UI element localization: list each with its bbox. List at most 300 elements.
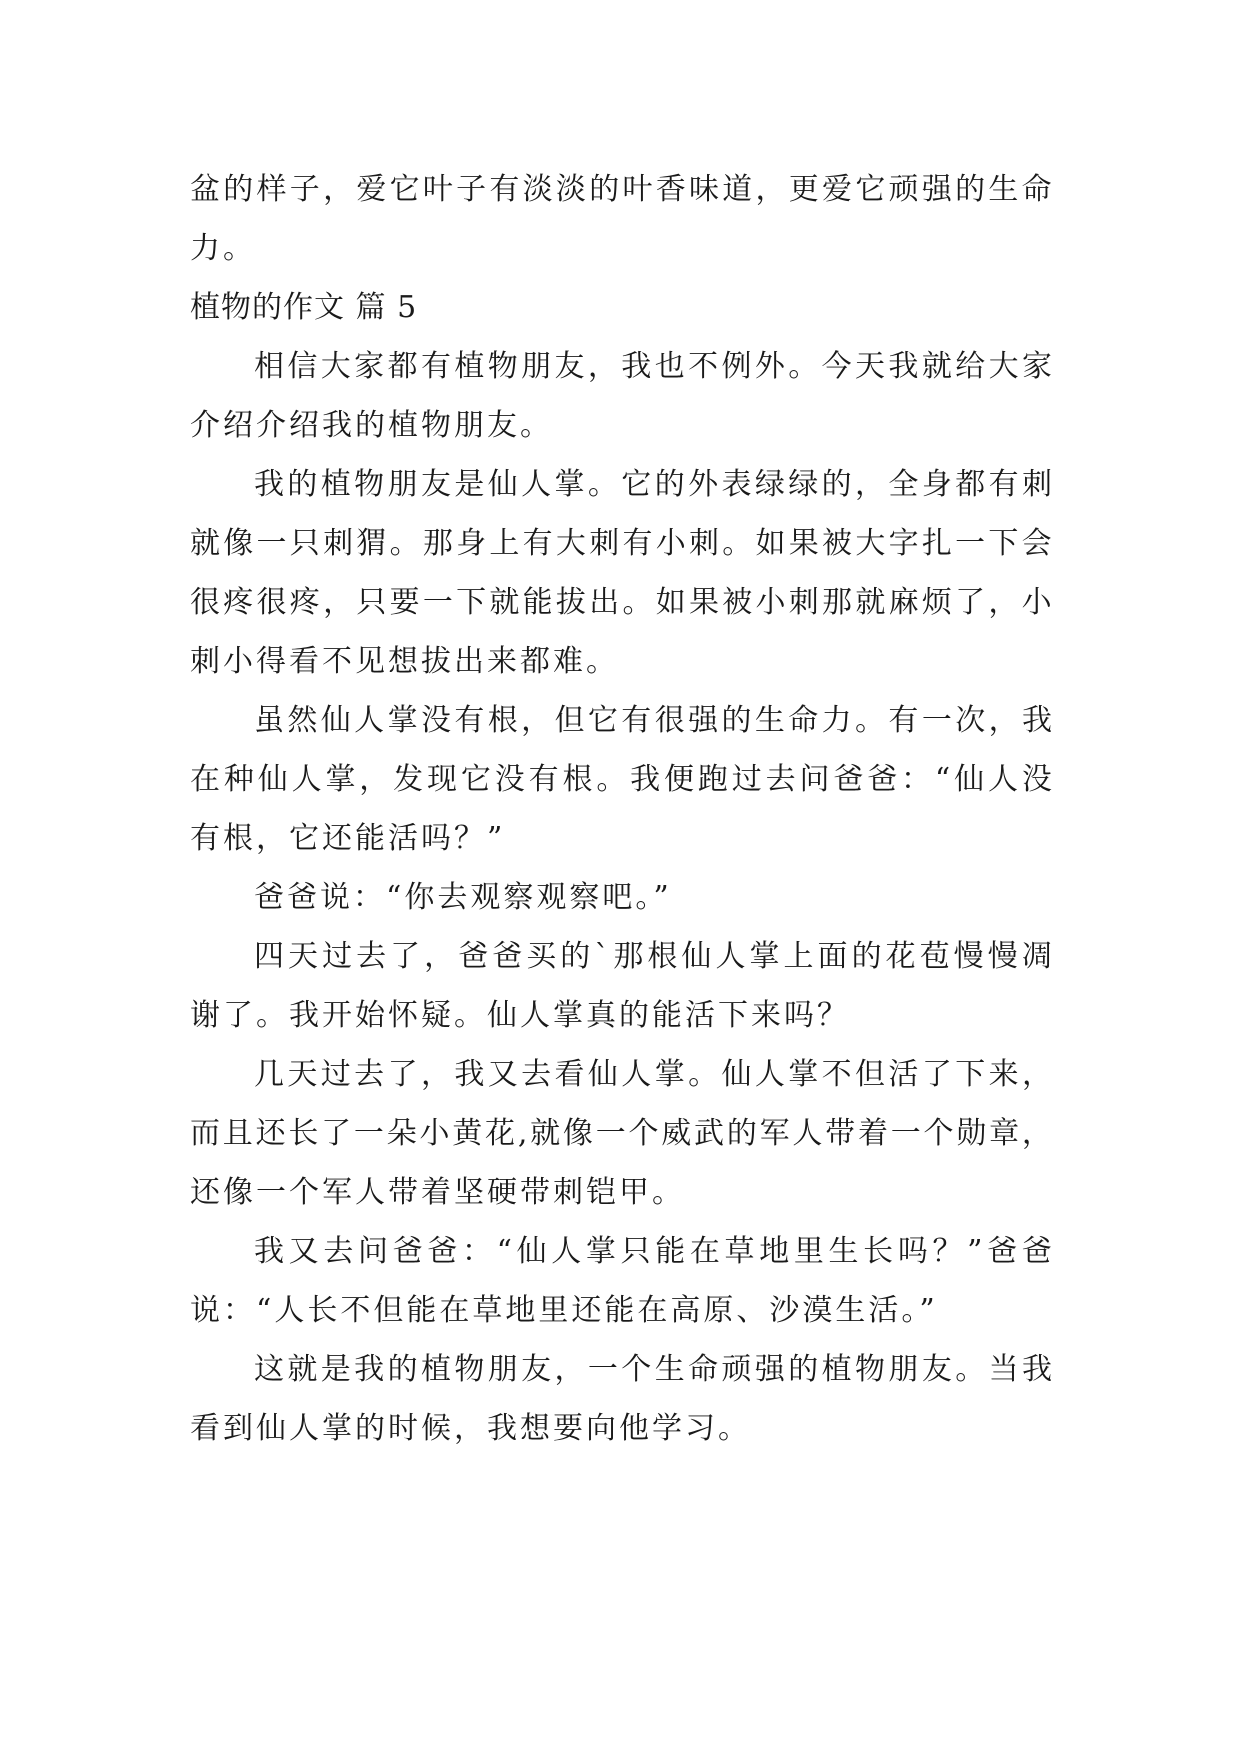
glyph: ： [461,1234,492,1269]
glyph: 有 [522,526,553,561]
glyph: 了 [955,585,986,620]
glyph: 大 [555,526,586,561]
text-line [190,160,1052,219]
glyph: 就 [287,1352,318,1387]
text-line: 还像一个军人带着坚硬带刺铠甲。 [190,1175,685,1210]
glyph: 香 [655,172,686,207]
glyph: 要 [389,585,420,620]
glyph: 的 [955,172,986,207]
glyph: 叶 [622,172,653,207]
glyph: 外 [754,349,785,384]
glyph: 。 [722,526,753,561]
glyph: 身 [921,467,952,502]
glyph: 家 [1021,349,1052,384]
glyph: 我 [630,762,661,797]
glyph: 友 [921,1352,952,1387]
glyph: 根 [487,703,518,738]
glyph: 大 [988,349,1019,384]
glyph: 植 [454,349,485,384]
glyph: 黄 [452,1116,483,1151]
glyph: 小 [419,1116,450,1151]
glyph: 四 [254,939,284,974]
glyph: 有 [988,467,1019,502]
glyph: 烦 [921,585,952,620]
text-line: 说：“人长不但能在草地里还能在高原、沙漠生活。” [190,1293,938,1328]
glyph: 它 [389,172,420,207]
glyph: ： [901,762,932,797]
glyph: 的 [223,172,254,207]
glyph: 全 [888,467,919,502]
glyph: 次 [955,703,986,738]
glyph: ， [554,1352,585,1387]
glyph: 物 [454,1352,485,1387]
text-line [190,1104,1052,1163]
glyph: 人 [987,762,1018,797]
glyph: 友 [554,349,585,384]
glyph: 一 [256,526,287,561]
glyph: 叶 [422,172,453,207]
glyph: 小 [755,585,786,620]
paragraph-first-line [190,337,1052,396]
glyph: 人 [621,1057,652,1092]
glyph: 没 [494,762,525,797]
glyph: 又 [487,1057,518,1092]
glyph: ， [855,467,886,502]
glyph: 没 [1021,762,1052,797]
glyph: 它 [460,762,491,797]
glyph: ？ [932,1234,963,1269]
glyph: 长 [863,1234,894,1269]
glyph: 相 [254,349,284,384]
glyph: ， [521,703,552,738]
glyph: 强 [688,703,719,738]
glyph: 发 [393,762,424,797]
glyph: 。 [587,467,618,502]
glyph: 的 [851,939,882,974]
glyph: 有 [489,172,520,207]
glyph: 去 [521,1057,552,1092]
glyph: 这 [254,1352,284,1387]
glyph: 人 [754,1057,785,1092]
glyph: 会 [1021,526,1052,561]
glyph: 种 [223,762,254,797]
glyph: 绿 [754,467,785,502]
glyph: 命 [688,1352,719,1387]
glyph: 且 [222,1116,253,1151]
glyph: 强 [921,172,952,207]
glyph: 着 [857,1116,888,1151]
glyph: 虽 [254,703,284,738]
glyph: 上 [783,939,814,974]
glyph: 刺 [323,526,354,561]
glyph: 植 [821,1352,852,1387]
glyph: 有 [621,703,652,738]
glyph: 一 [353,1116,384,1151]
glyph: 但 [855,1057,886,1092]
glyph: 天 [855,349,886,384]
glyph: 只 [289,526,320,561]
glyph: 爸 [458,939,489,974]
glyph: 都 [387,349,418,384]
glyph: 朋 [487,1352,518,1387]
glyph: 果 [688,585,719,620]
glyph: 的 [726,1116,757,1151]
paragraph-first-line [190,1045,1052,1104]
glyph: 顽 [721,1352,752,1387]
glyph: 生 [754,703,785,738]
glyph: 的 [387,1352,418,1387]
glyph: 小 [1021,585,1052,620]
glyph: 爸 [987,1234,1018,1269]
glyph: 就 [855,585,886,620]
glyph: ， [420,1057,451,1092]
glyph: 威 [661,1116,692,1151]
glyph: 掌 [585,1234,616,1269]
glyph: 掌 [788,1057,819,1092]
glyph: 我 [621,349,652,384]
paragraph-first-line: 爸爸说：“你去观察观察吧。” [254,880,672,915]
glyph: 那 [822,585,853,620]
glyph: 一 [422,585,453,620]
glyph: 在 [190,762,220,797]
glyph: 生 [988,172,1019,207]
glyph: 扎 [921,526,952,561]
glyph: 了 [921,1057,952,1092]
glyph: 能 [522,585,553,620]
glyph: 花 [485,1116,516,1151]
glyph: 仙 [721,1057,752,1092]
glyph: 来 [988,1057,1019,1092]
glyph: 人 [521,467,552,502]
glyph: “ [934,762,951,797]
glyph: 朋 [387,467,418,502]
glyph: 物 [487,349,518,384]
glyph: 麻 [888,585,919,620]
glyph: 能 [655,1234,686,1269]
glyph: 面 [817,939,848,974]
glyph: 掌 [749,939,780,974]
glyph: 样 [256,172,287,207]
glyph: 刺 [1021,467,1052,502]
glyph: 了 [390,939,421,974]
glyph: 带 [825,1116,856,1151]
glyph: ` [594,939,610,974]
paragraph-first-line [190,455,1052,514]
glyph: 顽 [888,172,919,207]
glyph: 都 [955,467,986,502]
glyph: 问 [799,762,830,797]
text-line: 看到仙人掌的时候，我想要向他学习。 [190,1411,751,1446]
glyph: 物 [855,1352,886,1387]
glyph: 的 [721,703,752,738]
paragraph-first-line [190,1340,1052,1399]
text-line: 刺小得看不见想拔出来都难。 [190,644,619,679]
glyph: 一 [587,1352,618,1387]
glyph: 子 [456,172,487,207]
glyph: 活 [888,1057,919,1092]
glyph: 掌 [654,1057,685,1092]
glyph: 还 [255,1116,286,1151]
glyph: 像 [562,1116,593,1151]
glyph: 是 [454,467,485,502]
glyph: 出 [589,585,620,620]
glyph: 而 [190,1116,220,1151]
glyph: 只 [356,585,387,620]
glyph: 。 [622,585,653,620]
glyph: 如 [655,585,686,620]
glyph: 猬 [356,526,387,561]
glyph: 但 [554,703,585,738]
glyph: 了 [387,1057,418,1092]
glyph: 爸 [833,762,864,797]
glyph: 它 [621,467,652,502]
glyph: 小 [655,526,686,561]
glyph: 天 [287,1057,318,1092]
glyph: 里 [793,1234,824,1269]
glyph: 。 [855,703,886,738]
glyph: 根 [562,762,593,797]
glyph: 它 [587,703,618,738]
glyph: 勋 [956,1116,987,1151]
glyph: ， [988,585,1019,620]
glyph: 根 [647,939,678,974]
glyph: 不 [821,1057,852,1092]
glyph: ， [424,939,455,974]
glyph: 物 [354,467,385,502]
glyph: 那 [422,526,453,561]
glyph: 。 [596,762,627,797]
glyph: 去 [765,762,796,797]
glyph: 有 [888,703,919,738]
glyph: 军 [759,1116,790,1151]
glyph: 爸 [1021,1234,1052,1269]
glyph: 被 [722,585,753,620]
glyph: 掌 [554,467,585,502]
glyph: 有 [420,349,451,384]
glyph: 去 [356,939,387,974]
glyph: 。 [688,1057,719,1092]
glyph: 几 [254,1057,284,1092]
glyph: 现 [427,762,458,797]
text-line [190,514,1052,573]
glyph: , [517,1116,528,1151]
glyph: ， [1021,1116,1052,1151]
glyph: ， [359,762,390,797]
glyph: 人 [715,939,746,974]
glyph: 今 [821,349,852,384]
glyph: 然 [287,703,318,738]
glyph: 花 [885,939,916,974]
essay-body [190,160,1052,1458]
glyph: 掌 [387,703,418,738]
glyph: 下 [988,526,1019,561]
paragraph-first-line [190,927,1052,986]
glyph: 掌 [325,762,356,797]
glyph: 刺 [589,526,620,561]
text-line: 力。 [190,231,256,266]
glyph: 有 [622,526,653,561]
glyph: 疼 [289,585,320,620]
glyph: 武 [694,1116,725,1151]
glyph: 长 [288,1116,319,1151]
glyph: ， [988,703,1019,738]
text-line: 谢了。我开始怀疑。仙人掌真的能活下来吗？ [190,998,850,1033]
glyph: 慢 [987,939,1018,974]
glyph: 又 [288,1234,319,1269]
glyph: ， [323,585,354,620]
glyph: 仙 [320,703,351,738]
glyph: 也 [654,349,685,384]
glyph: 爸 [867,762,898,797]
glyph: 人 [551,1234,582,1269]
glyph: 只 [620,1234,651,1269]
glyph: 人 [354,703,385,738]
glyph: 命 [1021,172,1052,207]
glyph: 凋 [1021,939,1052,974]
glyph: 一 [921,703,952,738]
glyph: 道 [722,172,753,207]
glyph: 个 [628,1116,659,1151]
glyph: 朋 [521,349,552,384]
glyph: 例 [721,349,752,384]
glyph: 就 [530,1116,561,1151]
glyph: 拔 [555,585,586,620]
glyph: 有 [528,762,559,797]
glyph: 我 [254,467,284,502]
glyph: 当 [988,1352,1019,1387]
paragraph-first-line [190,691,1052,750]
glyph: 我 [454,1057,485,1092]
glyph: 章 [989,1116,1020,1151]
glyph: 的 [287,467,318,502]
glyph: ， [323,172,354,207]
glyph: 味 [688,172,719,207]
glyph: 绿 [788,467,819,502]
text-line [190,750,1052,809]
glyph: 仙 [257,762,288,797]
glyph: 的 [821,467,852,502]
glyph: 朵 [386,1116,417,1151]
glyph: 我 [1021,703,1052,738]
glyph: 过 [731,762,762,797]
glyph: 子 [289,172,320,207]
glyph: 就 [190,526,220,561]
glyph: 我 [1021,1352,1052,1387]
glyph: 信 [287,349,318,384]
glyph: 朋 [888,1352,919,1387]
glyph: 就 [489,585,520,620]
glyph: 爱 [356,172,387,207]
glyph: 去 [354,1057,385,1092]
glyph: 很 [256,585,287,620]
glyph: 植 [420,1352,451,1387]
glyph: 一 [890,1116,921,1151]
glyph: 草 [724,1234,755,1269]
glyph: 大 [855,526,886,561]
glyph: ， [1021,1057,1052,1092]
glyph: 盆 [190,172,220,207]
glyph: 外 [688,467,719,502]
glyph: 表 [721,467,752,502]
section-heading: 植物的作文 篇 5 [190,290,418,325]
glyph: 被 [822,526,853,561]
glyph: 那 [613,939,644,974]
glyph: 跑 [697,762,728,797]
glyph: 如 [755,526,786,561]
glyph: 没 [420,703,451,738]
glyph: 淡 [522,172,553,207]
glyph: 刺 [688,526,719,561]
glyph: 刺 [788,585,819,620]
glyph: 上 [489,526,520,561]
glyph: 了 [321,1116,352,1151]
glyph: ， [755,172,786,207]
glyph: 一 [595,1116,626,1151]
glyph: 仙 [587,1057,618,1092]
glyph: 我 [354,1352,385,1387]
glyph: 有 [454,703,485,738]
glyph: 我 [254,1234,284,1269]
glyph: 下 [955,1057,986,1092]
glyph: 很 [190,585,220,620]
text-line [190,573,1052,632]
glyph: 是 [320,1352,351,1387]
text-line: 介绍介绍我的植物朋友。 [190,408,553,443]
glyph: 。 [389,526,420,561]
glyph: 去 [323,1234,354,1269]
glyph: 下 [456,585,487,620]
glyph: 淡 [555,172,586,207]
glyph: 的 [560,939,591,974]
glyph: 身 [456,526,487,561]
glyph: 问 [357,1234,388,1269]
paragraph-first-line [190,1222,1052,1281]
glyph: 便 [664,762,695,797]
glyph: 的 [589,172,620,207]
glyph: 很 [654,703,685,738]
glyph: 吗 [897,1234,928,1269]
glyph: 像 [223,526,254,561]
glyph: 人 [291,762,322,797]
glyph: 力 [821,703,852,738]
glyph: 就 [921,349,952,384]
glyph: 买 [526,939,557,974]
glyph: 慢 [953,939,984,974]
glyph: ， [587,349,618,384]
glyph: 个 [621,1352,652,1387]
glyph: 过 [322,939,353,974]
glyph: 大 [320,349,351,384]
glyph: 我 [888,349,919,384]
glyph: 仙 [954,762,985,797]
text-line: 有根，它还能活吗？” [190,821,506,856]
glyph: 更 [788,172,819,207]
glyph: 过 [320,1057,351,1092]
glyph: 字 [888,526,919,561]
glyph: 它 [855,172,886,207]
glyph: 友 [420,467,451,502]
glyph: 在 [689,1234,720,1269]
glyph: 生 [654,1352,685,1387]
glyph: 爸 [392,1234,423,1269]
glyph: 不 [688,349,719,384]
glyph: 给 [955,349,986,384]
glyph: 仙 [681,939,712,974]
glyph: 命 [788,703,819,738]
glyph: 强 [754,1352,785,1387]
glyph: 一 [955,526,986,561]
glyph: 植 [320,467,351,502]
